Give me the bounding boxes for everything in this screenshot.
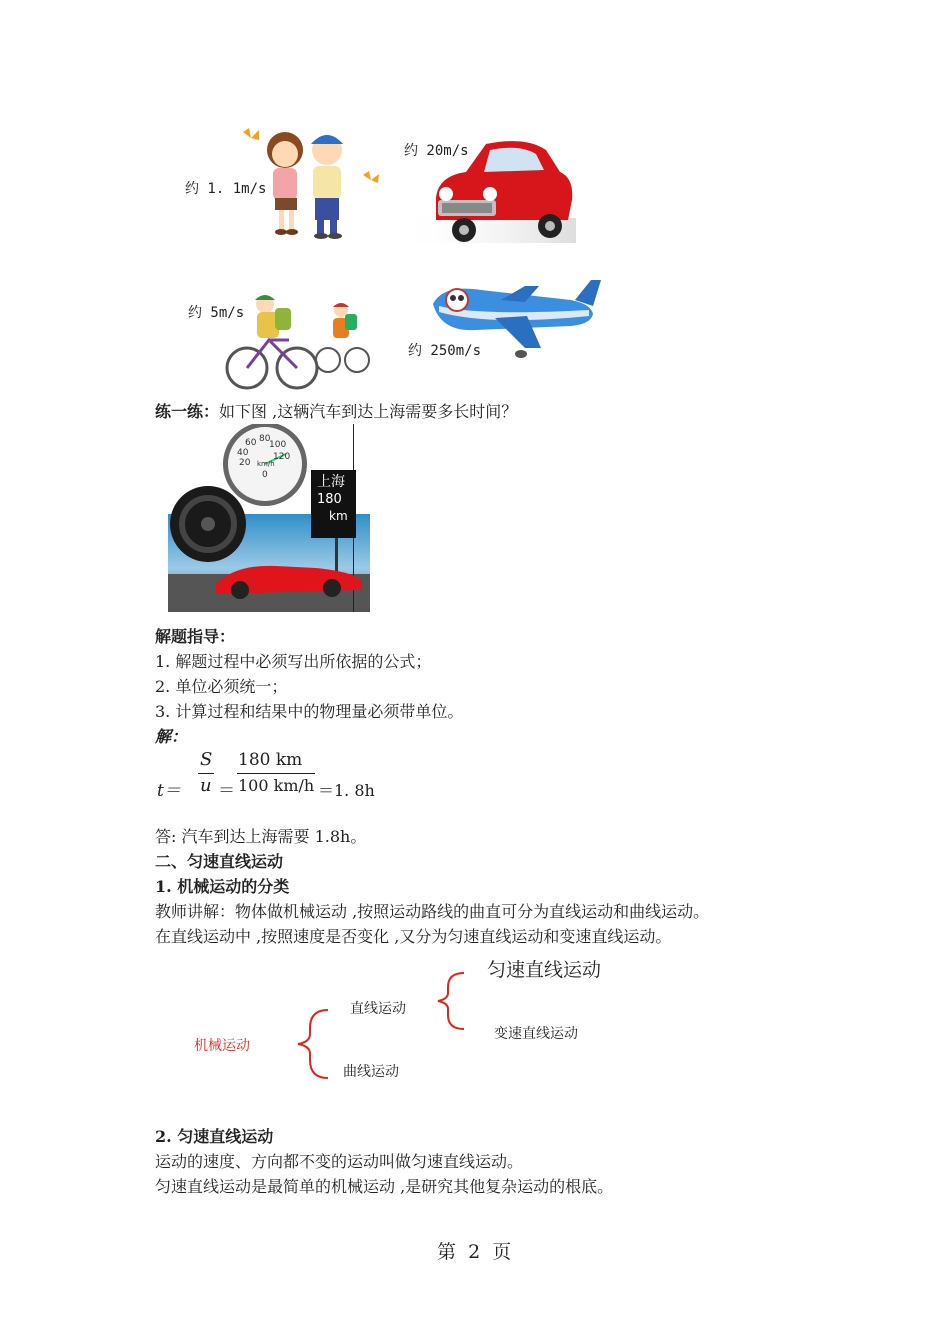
node-variable-straight: 变速直线运动 [494, 1026, 578, 1042]
gauge-num-100: 100 [269, 440, 287, 450]
walk-speed-label: 约 1. 1m/s [185, 181, 267, 197]
answer-text: 答: 汽车到达上海需要 1.8h。 [155, 827, 367, 846]
practice-question: 如下图 ,这辆汽车到达上海需要多长时间？ [219, 402, 518, 421]
bike-speed-label: 约 5m/s [188, 305, 245, 321]
node-uniform-straight: 匀速直线运动 [487, 959, 602, 981]
formula-den-100: 100 km/h [238, 776, 315, 795]
brace-main [298, 1010, 328, 1078]
guidance-item-3: 3. 计算过程和结果中的物理量必须带单位。 [155, 702, 464, 721]
gauge-num-60: 60 [245, 438, 257, 448]
plane-speed-label: 约 250m/s [408, 343, 482, 359]
gauge-numbers [225, 434, 305, 500]
classification-diagram [180, 955, 630, 1085]
sign-city: 上海 [317, 474, 345, 490]
brace-straight [438, 973, 464, 1029]
node-mechanical-motion: 机械运动 [194, 1038, 250, 1054]
section-title: 二、匀速直线运动 [155, 852, 284, 871]
formula-den-u: u [200, 775, 212, 796]
gauge-unit: km/h [257, 460, 275, 468]
red-car-image [398, 138, 576, 243]
paragraph-4: 匀速直线运动是最简单的机械运动 ,是研究其他复杂运动的根底。 [155, 1177, 614, 1196]
sign-unit: km [329, 509, 348, 523]
car-speed-label: 约 20m/s [404, 143, 469, 159]
paragraph-1: 教师讲解：物体做机械运动 ,按照运动路线的曲直可分为直线运动和曲线运动。 [155, 902, 710, 921]
gauge-num-40: 40 [237, 448, 249, 458]
node-straight-motion: 直线运动 [350, 1001, 406, 1017]
practice-heading: 练一练： [155, 402, 220, 421]
practice-line [155, 400, 517, 424]
formula-result: ＝1. 8h [318, 781, 375, 800]
page-number: 第 2 页 [437, 1241, 512, 1263]
formula-t: t＝ [157, 781, 181, 801]
paragraph-3: 运动的速度、方向都不变的运动叫做匀速直线运动。 [155, 1152, 524, 1171]
gauge-num-120: 120 [273, 452, 291, 462]
guidance-title: 解题指导： [155, 627, 236, 646]
formula-num-s: S [200, 749, 213, 770]
guidance-item-1: 1. 解题过程中必须写出所依据的公式； [155, 652, 432, 671]
shanghai-sign [311, 470, 356, 538]
guidance-item-2: 2. 单位必须统一； [155, 677, 288, 696]
gauge-num-80: 80 [259, 434, 271, 444]
gauge-num-0: 0 [262, 470, 268, 480]
node-curve-motion: 曲线运动 [343, 1064, 399, 1080]
sign-distance: 180 [317, 492, 342, 507]
subsection-1-title: 1. 机械运动的分类 [155, 877, 290, 896]
formula-num-180: 180 km [238, 750, 303, 770]
subsection-2-title: 2. 匀速直线运动 [155, 1127, 274, 1146]
formula-eq: ＝ [218, 781, 235, 801]
paragraph-2: 在直线运动中 ,按照速度是否变化 ,又分为匀速直线运动和变速直线运动。 [155, 927, 672, 946]
cyclists-image [225, 290, 370, 390]
gauge-num-20: 20 [239, 458, 251, 468]
solution-label: 解： [155, 727, 188, 746]
